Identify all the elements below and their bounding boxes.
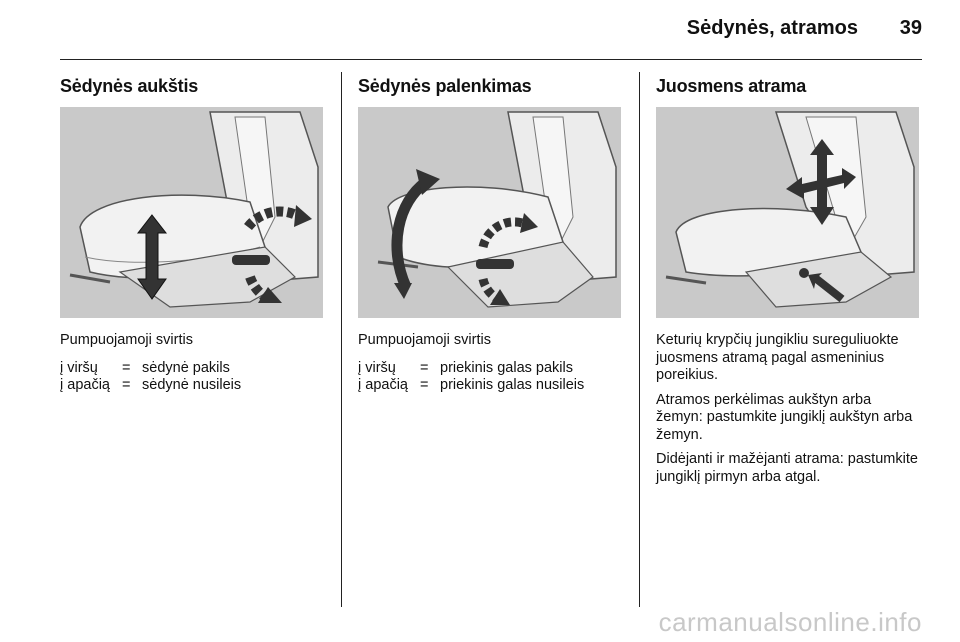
seat-height-illustration <box>60 107 323 318</box>
seat-tilt-illustration <box>358 107 621 318</box>
section-title: Sėdynės aukštis <box>60 76 199 96</box>
watermark: carmanualsonline.info <box>658 607 922 637</box>
legend-term: į viršų <box>60 359 98 376</box>
paragraph: Atramos perkėlimas aukštyn arba žemyn: pastumkite jungiklį aukštyn arba žemyn. <box>656 391 913 443</box>
column-divider <box>639 72 640 607</box>
legend-term: į viršų <box>358 359 396 376</box>
legend-row <box>60 377 325 395</box>
paragraph: Didėjanti ir mažėjanti atrama: pastumkite jungiklį pirmyn arba atgal. <box>656 451 918 485</box>
header-title: Sėdynės, atramos <box>686 17 858 39</box>
legend <box>358 360 623 395</box>
legend-desc: sėdynė nusileis <box>142 377 242 393</box>
legend-equals: = <box>420 377 429 393</box>
legend-equals: = <box>122 377 131 393</box>
section-seat-tilt <box>358 72 623 395</box>
column-divider <box>341 72 342 607</box>
page-number: 39 <box>899 17 922 39</box>
legend-equals: = <box>420 359 429 376</box>
legend-row <box>358 377 623 395</box>
section-title: Sėdynės palenkimas <box>358 76 532 96</box>
header-rule <box>60 59 922 60</box>
lumbar-support-illustration <box>656 107 919 318</box>
paragraph: Keturių krypčių jungikliu sureguliuokte juosmens atramą pagal asmeninius poreikius. <box>656 332 899 383</box>
legend-row <box>60 360 325 378</box>
legend-equals: = <box>122 359 131 376</box>
legend-term: į apačią <box>358 377 408 393</box>
caption: Pumpuojamoji svirtis <box>358 332 491 348</box>
section-title: Juosmens atrama <box>656 76 807 96</box>
section-lumbar-support <box>656 72 921 493</box>
legend-desc: priekinis galas nusileis <box>440 377 585 393</box>
legend <box>60 360 325 395</box>
legend-desc: sėdynė pakils <box>142 359 230 376</box>
caption: Pumpuojamoji svirtis <box>60 332 193 348</box>
legend-term: į apačią <box>60 377 110 393</box>
legend-desc: priekinis galas pakils <box>440 359 573 376</box>
section-seat-height <box>60 72 325 395</box>
legend-row <box>358 360 623 378</box>
